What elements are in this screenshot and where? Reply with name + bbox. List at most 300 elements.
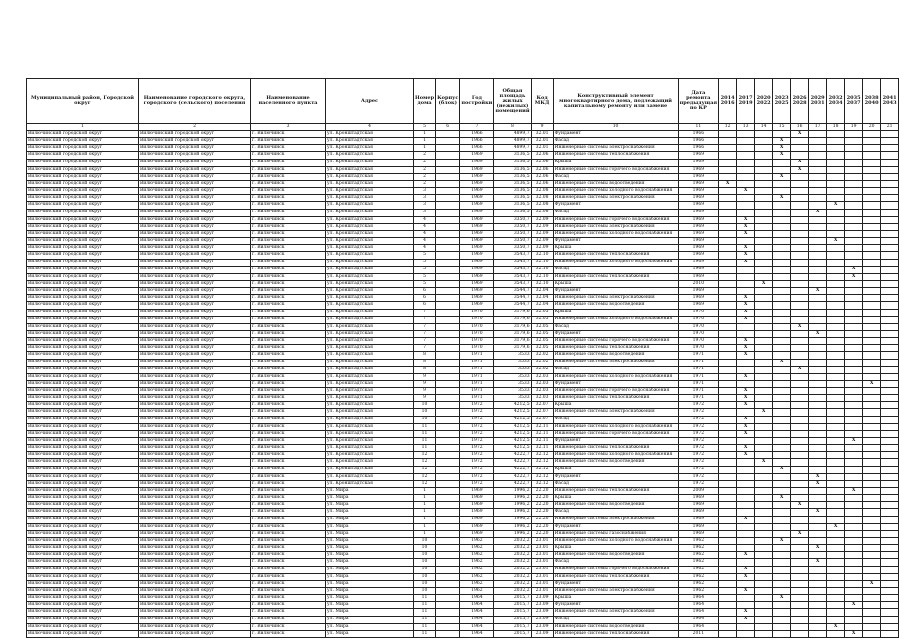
district-cell: Вилючинский городской округ — [27, 395, 139, 402]
prev-repair-cell: 2011 — [678, 630, 719, 637]
mkd-code-cell: 32.01 — [531, 138, 553, 145]
period-mark-cell — [881, 523, 899, 530]
locality-cell: г. Вилючинск — [251, 616, 326, 623]
locality-cell: г. Вилючинск — [251, 295, 326, 302]
element-cell: Крыша — [553, 495, 678, 502]
period-mark-cell — [809, 459, 827, 466]
period-mark-cell — [773, 623, 791, 630]
locality-cell: г. Вилючинск — [251, 280, 326, 287]
period-mark-cell — [809, 359, 827, 366]
district-cell: Вилючинский городской округ — [27, 273, 139, 280]
table-row — [27, 288, 899, 295]
period-mark-cell — [755, 173, 773, 180]
period-mark-cell — [773, 309, 791, 316]
area-cell: 3543,7 — [494, 273, 531, 280]
period-mark-cell — [791, 559, 809, 566]
period-mark-cell: X — [737, 388, 755, 395]
prev-repair-cell: 1969 — [678, 173, 719, 180]
period-mark-cell — [737, 323, 755, 330]
period-mark-cell — [755, 395, 773, 402]
period-mark-cell — [863, 159, 881, 166]
element-cell: Инженерные системы холодного водоснабжения — [553, 316, 678, 323]
period-mark-cell — [863, 323, 881, 330]
mkd-code-cell: 32.03 — [531, 373, 553, 380]
locality-cell: г. Вилючинск — [251, 402, 326, 409]
period-mark-cell — [845, 166, 863, 173]
period-mark-cell: X — [791, 502, 809, 509]
period-mark-cell: X — [719, 180, 737, 187]
period-mark-cell — [755, 438, 773, 445]
period-mark-cell — [719, 338, 737, 345]
period-mark-cell — [881, 566, 899, 573]
period-mark-cell — [809, 295, 827, 302]
mkd-code-cell: 32.10 — [531, 259, 553, 266]
period-mark-cell — [863, 145, 881, 152]
mkd-code-cell: 32.04 — [531, 288, 553, 295]
period-mark-cell — [719, 359, 737, 366]
address-cell: ул. Кронштадтская — [326, 366, 414, 373]
period-mark-cell — [809, 316, 827, 323]
table-row — [27, 445, 899, 452]
period-mark-cell: X — [845, 630, 863, 637]
building-cell — [436, 516, 460, 523]
period-mark-cell — [881, 495, 899, 502]
period-mark-cell — [773, 502, 791, 509]
period-mark-cell — [809, 323, 827, 330]
house-number-cell: 12 — [414, 480, 436, 487]
address-cell: ул. Кронштадтская — [326, 216, 414, 223]
period-mark-cell — [791, 473, 809, 480]
table-row — [27, 480, 899, 487]
year-built-cell: 1972 — [460, 430, 494, 437]
period-mark-cell — [773, 338, 791, 345]
period-mark-cell — [881, 430, 899, 437]
building-cell — [436, 366, 460, 373]
period-mark-cell — [791, 173, 809, 180]
column-header: 2032 2034 — [827, 79, 845, 124]
period-mark-cell — [791, 445, 809, 452]
year-built-cell: 1969 — [460, 516, 494, 523]
period-mark-cell — [809, 445, 827, 452]
period-mark-cell — [827, 266, 845, 273]
house-number-cell: 10 — [414, 538, 436, 545]
prev-repair-cell: 1972 — [678, 445, 719, 452]
column-number: 15 — [773, 124, 791, 131]
area-cell: 2032,2 — [494, 588, 531, 595]
period-mark-cell: X — [737, 223, 755, 230]
table-row — [27, 352, 899, 359]
settlement-cell: Вилючинский городской округ — [139, 380, 251, 387]
area-cell: 3136,5 — [494, 159, 531, 166]
year-built-cell: 1966 — [460, 145, 494, 152]
year-built-cell: 1972 — [460, 409, 494, 416]
element-cell: Инженерные системы горячего водоснабжения — [553, 430, 678, 437]
address-cell: ул. Кронштадтская — [326, 131, 414, 138]
address-cell: ул. Кронштадтская — [326, 223, 414, 230]
table-row — [27, 280, 899, 287]
address-cell: ул. Мира — [326, 566, 414, 573]
address-cell: ул. Кронштадтская — [326, 438, 414, 445]
period-mark-cell — [881, 230, 899, 237]
period-mark-cell — [845, 138, 863, 145]
period-mark-cell — [881, 402, 899, 409]
settlement-cell: Вилючинский городской округ — [139, 288, 251, 295]
period-mark-cell — [755, 195, 773, 202]
period-mark-cell — [845, 238, 863, 245]
district-cell: Вилючинский городской округ — [27, 316, 139, 323]
period-mark-cell: X — [755, 459, 773, 466]
area-cell: 3543,7 — [494, 252, 531, 259]
period-mark-cell — [719, 316, 737, 323]
period-mark-cell — [791, 152, 809, 159]
element-cell: Инженерные системы холодного водоснабжения — [553, 259, 678, 266]
table-row — [27, 530, 899, 537]
period-mark-cell — [881, 480, 899, 487]
period-mark-cell — [881, 580, 899, 587]
locality-cell: г. Вилючинск — [251, 423, 326, 430]
period-mark-cell — [863, 466, 881, 473]
period-mark-cell — [737, 602, 755, 609]
period-mark-cell — [719, 238, 737, 245]
building-cell — [436, 395, 460, 402]
column-number: 18 — [827, 124, 845, 131]
locality-cell: г. Вилючинск — [251, 238, 326, 245]
period-mark-cell — [809, 423, 827, 430]
period-mark-cell — [827, 302, 845, 309]
area-cell: 3136,5 — [494, 152, 531, 159]
building-cell — [436, 359, 460, 366]
building-cell — [436, 523, 460, 530]
locality-cell: г. Вилючинск — [251, 252, 326, 259]
element-cell: Фундамент — [553, 131, 678, 138]
prev-repair-cell: 1969 — [678, 302, 719, 309]
area-cell: 3533 — [494, 359, 531, 366]
period-mark-cell — [773, 366, 791, 373]
table-row — [27, 573, 899, 580]
period-mark-cell — [737, 266, 755, 273]
period-mark-cell — [773, 430, 791, 437]
locality-cell: г. Вилючинск — [251, 602, 326, 609]
prev-repair-cell: 1972 — [678, 423, 719, 430]
period-mark-cell — [845, 423, 863, 430]
year-built-cell: 1969 — [460, 245, 494, 252]
settlement-cell: Вилючинский городской округ — [139, 266, 251, 273]
period-mark-cell — [719, 423, 737, 430]
prev-repair-cell: 1969 — [678, 516, 719, 523]
locality-cell: г. Вилючинск — [251, 445, 326, 452]
area-cell: 1996,2 — [494, 509, 531, 516]
period-mark-cell — [773, 488, 791, 495]
area-cell: 3136,5 — [494, 209, 531, 216]
year-built-cell: 1969 — [460, 180, 494, 187]
area-cell: 4212,5 — [494, 416, 531, 423]
element-cell: Инженерные системы электроснабжения — [553, 409, 678, 416]
period-mark-cell — [809, 588, 827, 595]
period-mark-cell — [719, 273, 737, 280]
period-mark-cell — [719, 216, 737, 223]
building-cell — [436, 602, 460, 609]
capital-repair-table — [26, 78, 899, 638]
locality-cell: г. Вилючинск — [251, 266, 326, 273]
period-mark-cell — [755, 316, 773, 323]
district-cell: Вилючинский городской округ — [27, 609, 139, 616]
building-cell — [436, 230, 460, 237]
house-number-cell: 10 — [414, 566, 436, 573]
settlement-cell: Вилючинский городской округ — [139, 552, 251, 559]
period-mark-cell — [809, 273, 827, 280]
table-row — [27, 195, 899, 202]
district-cell: Вилючинский городской округ — [27, 573, 139, 580]
period-mark-cell — [845, 245, 863, 252]
mkd-code-cell: 32.06 — [531, 173, 553, 180]
period-mark-cell — [773, 352, 791, 359]
table-row — [27, 623, 899, 630]
building-cell — [436, 152, 460, 159]
mkd-code-cell: 32.10 — [531, 280, 553, 287]
period-mark-cell — [863, 430, 881, 437]
period-mark-cell — [773, 573, 791, 580]
period-mark-cell — [809, 152, 827, 159]
year-built-cell: 1969 — [460, 488, 494, 495]
district-cell: Вилючинский городской округ — [27, 423, 139, 430]
period-mark-cell — [755, 238, 773, 245]
period-mark-cell — [881, 159, 899, 166]
period-mark-cell — [827, 338, 845, 345]
settlement-cell: Вилючинский городской округ — [139, 602, 251, 609]
building-cell — [436, 380, 460, 387]
prev-repair-cell: 1966 — [678, 145, 719, 152]
period-mark-cell — [773, 616, 791, 623]
settlement-cell: Вилючинский городской округ — [139, 202, 251, 209]
table-row — [27, 459, 899, 466]
period-mark-cell — [809, 602, 827, 609]
element-cell: Крыша — [553, 545, 678, 552]
element-cell: Инженерные системы электроснабжения — [553, 516, 678, 523]
period-mark-cell: X — [809, 545, 827, 552]
building-cell — [436, 173, 460, 180]
address-cell: ул. Мира — [326, 488, 414, 495]
area-cell: 3179,6 — [494, 309, 531, 316]
period-mark-cell — [755, 545, 773, 552]
period-mark-cell — [737, 359, 755, 366]
building-cell — [436, 623, 460, 630]
area-cell: 3544,7 — [494, 302, 531, 309]
mkd-code-cell: 32.08 — [531, 202, 553, 209]
period-mark-cell — [881, 288, 899, 295]
area-cell: 4212,5 — [494, 409, 531, 416]
period-mark-cell — [881, 166, 899, 173]
building-cell — [436, 573, 460, 580]
period-mark-cell — [791, 138, 809, 145]
period-mark-cell — [755, 323, 773, 330]
house-number-cell: 11 — [414, 595, 436, 602]
period-mark-cell — [809, 409, 827, 416]
period-mark-cell — [863, 509, 881, 516]
building-cell — [436, 188, 460, 195]
period-mark-cell — [827, 352, 845, 359]
settlement-cell: Вилючинский городской округ — [139, 395, 251, 402]
period-mark-cell — [845, 373, 863, 380]
period-mark-cell — [755, 373, 773, 380]
element-cell: Фасад — [553, 323, 678, 330]
house-number-cell: 6 — [414, 295, 436, 302]
period-mark-cell — [755, 595, 773, 602]
period-mark-cell — [755, 188, 773, 195]
address-cell: ул. Кронштадтская — [326, 459, 414, 466]
settlement-cell: Вилючинский городской округ — [139, 166, 251, 173]
district-cell: Вилючинский городской округ — [27, 630, 139, 637]
period-mark-cell — [755, 345, 773, 352]
element-cell: Инженерные системы теплоснабжения — [553, 152, 678, 159]
locality-cell: г. Вилючинск — [251, 352, 326, 359]
period-mark-cell — [827, 280, 845, 287]
period-mark-cell — [719, 380, 737, 387]
house-number-cell: 4 — [414, 245, 436, 252]
period-mark-cell — [755, 216, 773, 223]
area-cell: 4212,5 — [494, 438, 531, 445]
locality-cell: г. Вилючинск — [251, 409, 326, 416]
prev-repair-cell: 1970 — [678, 338, 719, 345]
period-mark-cell: X — [791, 323, 809, 330]
settlement-cell: Вилючинский городской округ — [139, 559, 251, 566]
settlement-cell: Вилючинский городской округ — [139, 580, 251, 587]
period-mark-cell — [719, 323, 737, 330]
year-built-cell: 1972 — [460, 423, 494, 430]
year-built-cell: 1972 — [460, 445, 494, 452]
table-row — [27, 630, 899, 637]
period-mark-cell — [737, 495, 755, 502]
year-built-cell: 1971 — [460, 359, 494, 366]
period-mark-cell: X — [773, 495, 791, 502]
settlement-cell: Вилючинский городской округ — [139, 495, 251, 502]
period-mark-cell — [863, 352, 881, 359]
period-mark-cell — [791, 380, 809, 387]
element-cell: Инженерные системы холодного водоснабжения — [553, 452, 678, 459]
house-number-cell: 4 — [414, 238, 436, 245]
period-mark-cell — [755, 252, 773, 259]
locality-cell: г. Вилючинск — [251, 559, 326, 566]
period-mark-cell — [755, 159, 773, 166]
period-mark-cell — [827, 402, 845, 409]
period-mark-cell — [881, 330, 899, 337]
element-cell: Инженерные системы холодного водоснабжения — [553, 423, 678, 430]
period-mark-cell — [791, 338, 809, 345]
address-cell: ул. Кронштадтская — [326, 138, 414, 145]
period-mark-cell — [773, 588, 791, 595]
prev-repair-cell: 1969 — [678, 288, 719, 295]
period-mark-cell — [737, 459, 755, 466]
table-row — [27, 209, 899, 216]
table-row — [27, 423, 899, 430]
period-mark-cell — [755, 166, 773, 173]
district-cell: Вилючинский городской округ — [27, 238, 139, 245]
period-mark-cell — [755, 630, 773, 637]
period-mark-cell — [755, 266, 773, 273]
period-mark-cell — [719, 516, 737, 523]
period-mark-cell — [863, 195, 881, 202]
period-mark-cell — [827, 616, 845, 623]
period-mark-cell — [719, 402, 737, 409]
prev-repair-cell: 1972 — [678, 480, 719, 487]
prev-repair-cell: 1972 — [678, 409, 719, 416]
settlement-cell: Вилючинский городской округ — [139, 373, 251, 380]
period-mark-cell: X — [845, 273, 863, 280]
column-header: 2017 2019 — [737, 79, 755, 124]
period-mark-cell — [881, 423, 899, 430]
address-cell: ул. Кронштадтская — [326, 202, 414, 209]
house-number-cell: 4 — [414, 223, 436, 230]
table-row — [27, 238, 899, 245]
column-number: 21 — [881, 124, 899, 131]
settlement-cell: Вилючинский городской округ — [139, 352, 251, 359]
area-cell: 3136,5 — [494, 188, 531, 195]
period-mark-cell — [827, 480, 845, 487]
period-mark-cell — [791, 230, 809, 237]
period-mark-cell — [737, 580, 755, 587]
period-mark-cell — [863, 309, 881, 316]
period-mark-cell: X — [773, 145, 791, 152]
element-cell: Инженерные системы водоотведения — [553, 623, 678, 630]
period-mark-cell — [827, 516, 845, 523]
element-cell: Крыша — [553, 280, 678, 287]
address-cell: ул. Мира — [326, 495, 414, 502]
mkd-code-cell: 32.12 — [531, 480, 553, 487]
period-mark-cell — [791, 423, 809, 430]
address-cell: ул. Кронштадтская — [326, 430, 414, 437]
mkd-code-cell: 23.01 — [531, 566, 553, 573]
period-mark-cell — [863, 245, 881, 252]
period-mark-cell — [809, 395, 827, 402]
period-mark-cell — [755, 538, 773, 545]
area-cell: 3350,7 — [494, 238, 531, 245]
settlement-cell: Вилючинский городской округ — [139, 530, 251, 537]
locality-cell: г. Вилючинск — [251, 395, 326, 402]
house-number-cell: 1 — [414, 516, 436, 523]
district-cell: Вилючинский городской округ — [27, 430, 139, 437]
year-built-cell: 1969 — [460, 280, 494, 287]
mkd-code-cell: 23.09 — [531, 609, 553, 616]
period-mark-cell — [827, 216, 845, 223]
prev-repair-cell: 1970 — [678, 330, 719, 337]
period-mark-cell: X — [737, 245, 755, 252]
year-built-cell: 1962 — [460, 545, 494, 552]
prev-repair-cell: 1970 — [678, 309, 719, 316]
element-cell: Инженерные системы теплоснабжения — [553, 488, 678, 495]
table-row — [27, 138, 899, 145]
settlement-cell: Вилючинский городской округ — [139, 195, 251, 202]
address-cell: ул. Кронштадтская — [326, 309, 414, 316]
settlement-cell: Вилючинский городской округ — [139, 445, 251, 452]
district-cell: Вилючинский городской округ — [27, 566, 139, 573]
period-mark-cell — [737, 145, 755, 152]
district-cell: Вилючинский городской округ — [27, 345, 139, 352]
period-mark-cell — [755, 330, 773, 337]
period-mark-cell — [863, 238, 881, 245]
period-mark-cell — [773, 302, 791, 309]
mkd-code-cell: 32.06 — [531, 152, 553, 159]
period-mark-cell — [755, 288, 773, 295]
period-mark-cell — [827, 573, 845, 580]
mkd-code-cell: 22.20 — [531, 523, 553, 530]
period-mark-cell — [809, 580, 827, 587]
house-number-cell: 11 — [414, 623, 436, 630]
mkd-code-cell: 23.01 — [531, 545, 553, 552]
mkd-code-cell: 32.09 — [531, 216, 553, 223]
period-mark-cell — [791, 330, 809, 337]
address-cell: ул. Кронштадтская — [326, 352, 414, 359]
locality-cell: г. Вилючинск — [251, 530, 326, 537]
area-cell: 3136,5 — [494, 180, 531, 187]
